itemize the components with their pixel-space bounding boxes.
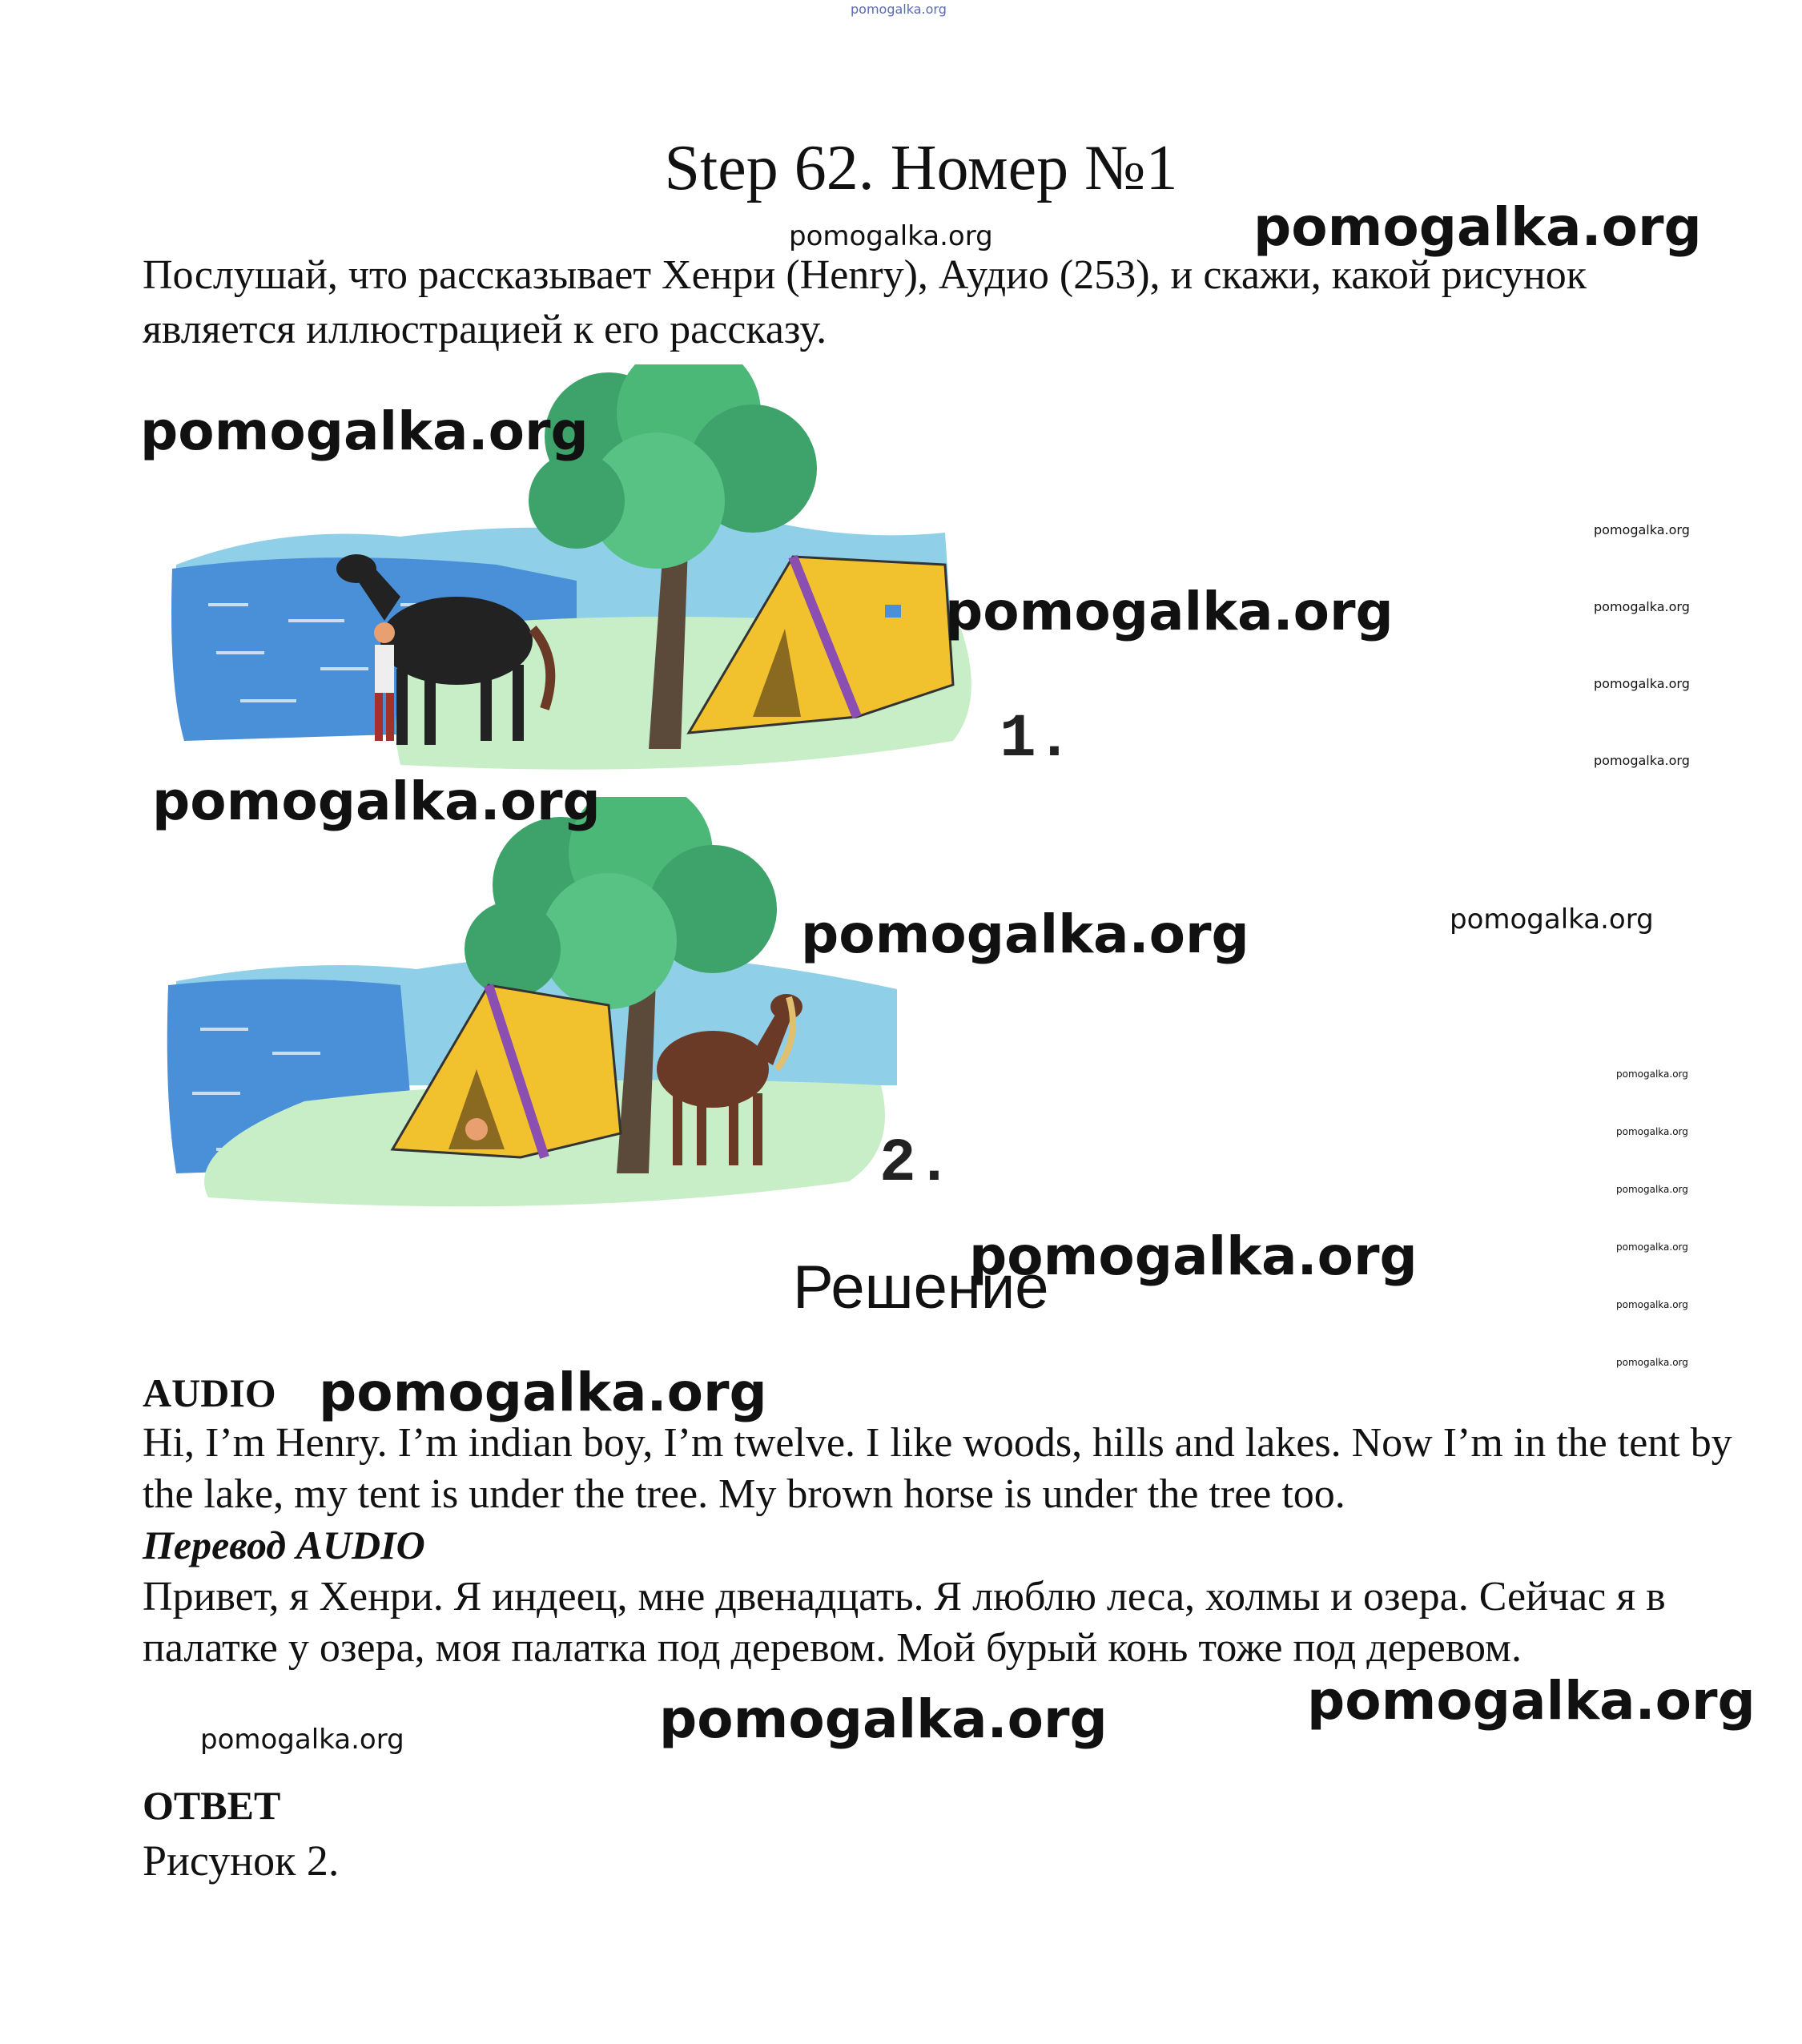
watermark: pomogalka.org [1616,1299,1688,1310]
picture-number-2: 2. [879,1129,953,1198]
answer-heading: ОТВЕТ [143,1783,281,1828]
watermark: pomogalka.org [789,220,993,252]
translation-text: Привет, я Хенри. Я индеец, мне двенадцать. Я люблю леса, холмы и озера. Сейчас я в палатке у озера, моя палатка под деревом. Мой бурый конь тоже под деревом. [143,1574,1666,1671]
watermark: pomogalka.org [319,1362,767,1423]
site-link-top[interactable]: pomogalka.org [851,2,947,17]
watermark: pomogalka.org [1616,1126,1688,1137]
watermark: pomogalka.org [659,1688,1108,1750]
watermark: pomogalka.org [945,581,1394,642]
watermark: pomogalka.org [801,903,1249,965]
watermark: pomogalka.org [1594,522,1690,537]
boy-in-tent [465,1118,488,1141]
picture-number-1: 1. [1000,705,1073,774]
audio-text: Hi, I’m Henry. I’m indian boy, I’m twelve. I like woods, hills and lakes. Now I’m in the tent by the lake, my tent is under the tree. My brown horse is under the tree too. [143,1420,1732,1517]
watermark: pomogalka.org [1253,196,1702,258]
watermark: pomogalka.org [1616,1241,1688,1253]
watermark: pomogalka.org [1616,1068,1688,1080]
watermark: pomogalka.org [1594,599,1690,614]
task-instruction: Послушай, что рассказывает Хенри (Henry), Аудио (253), и скажи, какой рисунок является иллюстрацией к его рассказу. [143,252,1587,352]
watermark: pomogalka.org [152,771,601,832]
illustration-2 [160,797,929,1221]
page-title: Step 62. Номер №1 [664,133,1178,203]
watermark: pomogalka.org [1307,1670,1756,1732]
watermark: pomogalka.org [969,1225,1418,1287]
translation-heading: Перевод AUDIO [143,1523,425,1567]
watermark: pomogalka.org [1616,1357,1688,1368]
watermark: pomogalka.org [1594,676,1690,691]
watermark: pomogalka.org [1616,1184,1688,1195]
watermark: pomogalka.org [140,400,589,462]
solution-heading: Решение [793,1253,1049,1322]
watermark: pomogalka.org [200,1724,404,1756]
watermark: pomogalka.org [1594,753,1690,768]
watermark: pomogalka.org [1450,903,1654,935]
answer-text: Рисунок 2. [143,1837,340,1885]
audio-heading: AUDIO [143,1370,276,1415]
